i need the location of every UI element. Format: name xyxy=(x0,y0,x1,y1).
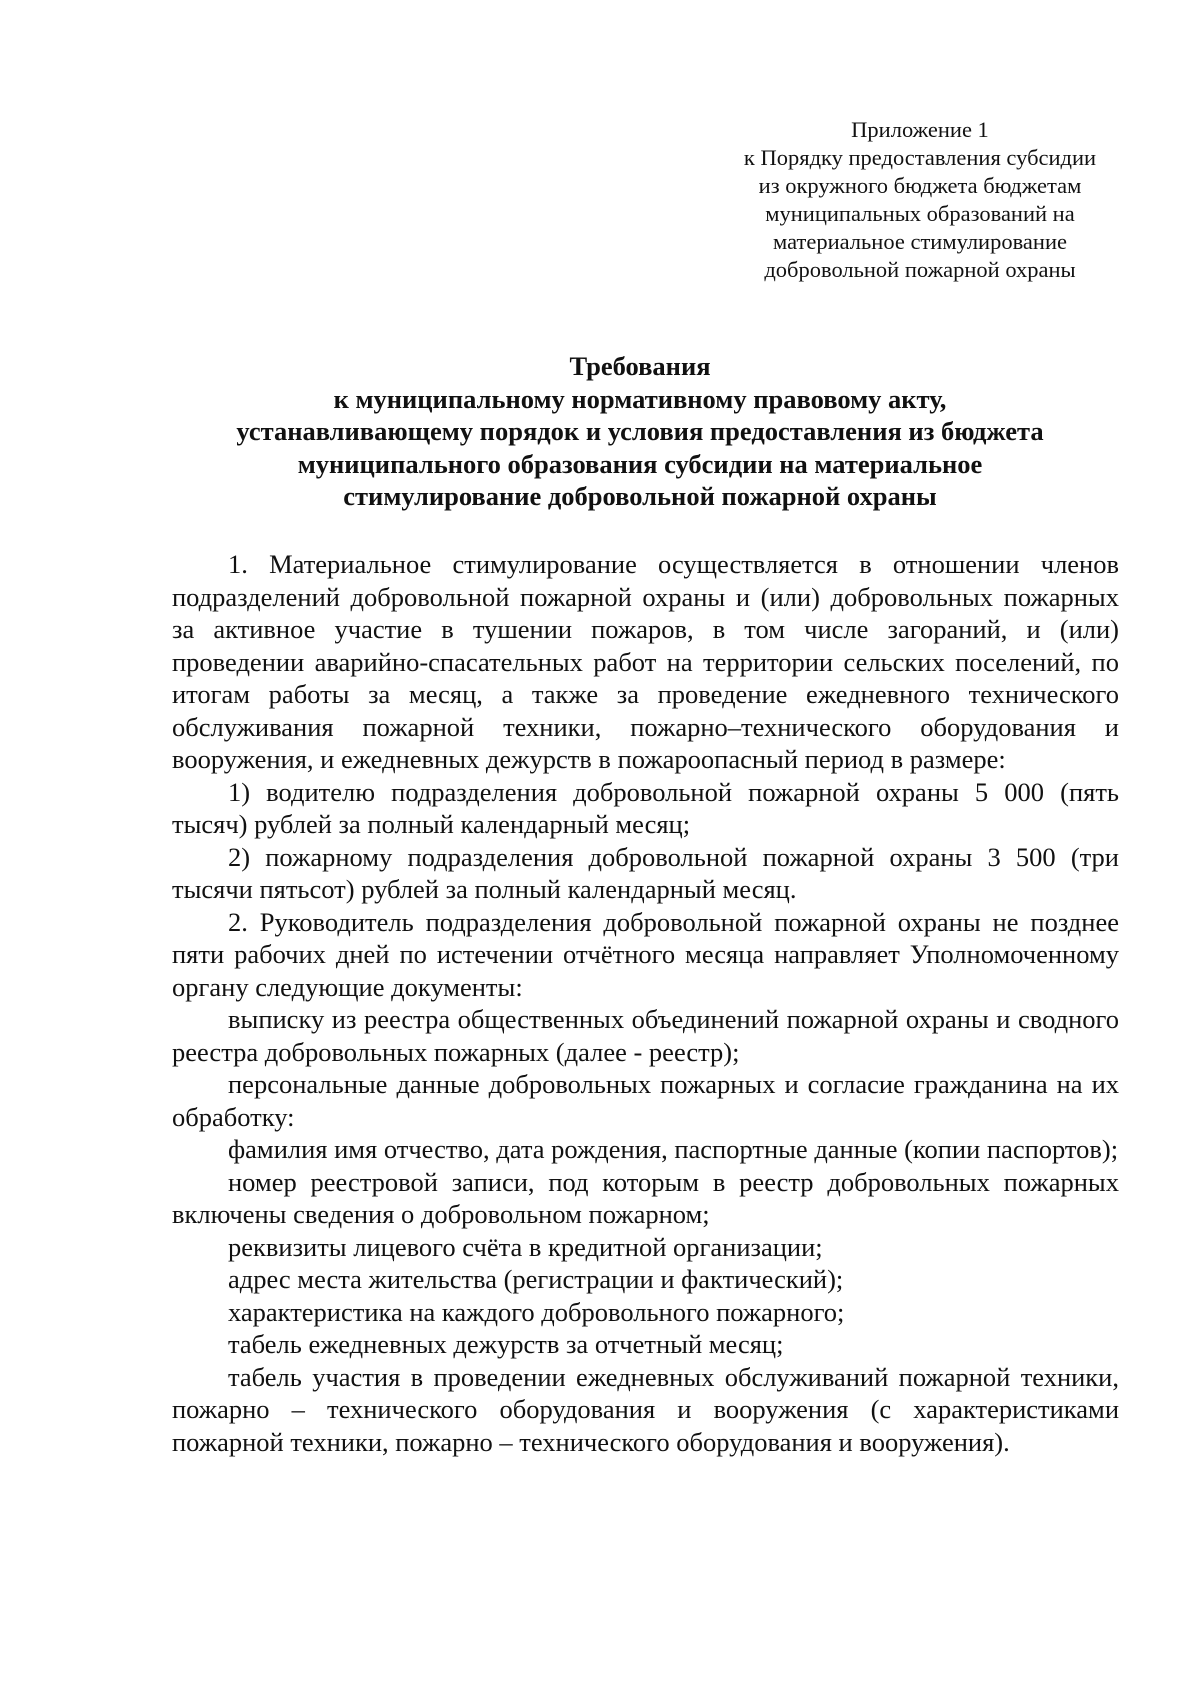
document-item-registry-number: номер реестровой записи, под которым в реестр добровольных пожарных включены сведения о добровольном пожарном; xyxy=(172,1166,1119,1229)
appendix-line: из окружного бюджета бюджетам xyxy=(758,173,1082,198)
document-item-maintenance-timesheet: табель участия в проведении ежедневных обслуживаний пожарной техники, пожарно – технического оборудования и вооружения (с характеристиками пожарной техники, пожарно – технического оборудования и вооружения). xyxy=(172,1361,1119,1457)
document-title xyxy=(160,350,1120,513)
document-item-full-name: фамилия имя отчество, дата рождения, паспортные данные (копии паспортов); xyxy=(228,1134,1119,1164)
document-item-registry-extract: выписку из реестра общественных объединений пожарной охраны и сводного реестра добровольных пожарных (далее - реестр); xyxy=(172,1004,1119,1067)
paragraph-1: 1. Материальное стимулирование осуществляется в отношении членов подразделений добровольной пожарной охраны и (или) добровольных пожарных за активное участие в тушении пожаров, в том числе загораний, и (или) проведении аварийно-спасательных работ на территории сельских поселений, по итогам работы за месяц, а также за проведение ежедневного технического обслуживания пожарной техники, пожарно–технического оборудования и вооружения, и ежедневных дежурств в пожароопасный период в размере: xyxy=(172,549,1119,774)
document-item-duty-timesheet: табель ежедневных дежурств за отчетный месяц; xyxy=(228,1329,784,1359)
document-item-address: адрес места жительства (регистрации и фактический); xyxy=(228,1264,844,1294)
title-line: муниципального образования субсидии на материальное xyxy=(297,448,983,479)
paragraph-1-item-2: 2) пожарному подразделения добровольной пожарной охраны 3 500 (три тысячи пятьсот) рублей за полный календарный месяц. xyxy=(172,841,1119,904)
appendix-line: Приложение 1 xyxy=(851,117,989,142)
appendix-line: к Порядку предоставления субсидии xyxy=(743,145,1097,170)
appendix-line: материальное стимулирование xyxy=(773,229,1067,254)
appendix-line: муниципальных образований на xyxy=(765,201,1075,226)
document-item-reference: характеристика на каждого добровольного пожарного; xyxy=(228,1296,845,1327)
appendix-line: добровольной пожарной охраны xyxy=(764,257,1076,282)
paragraph-1-item-1: 1) водителю подразделения добровольной пожарной охраны 5 000 (пять тысяч) рублей за полный календарный месяц; xyxy=(172,776,1119,839)
document-body xyxy=(172,548,1119,1458)
title-line: к муниципальному нормативному правовому акту, xyxy=(333,383,947,414)
title-line: устанавливающему порядок и условия предоставления из бюджета xyxy=(236,416,1044,446)
title-line: Требования xyxy=(569,351,711,381)
title-line: стимулирование добровольной пожарной охраны xyxy=(343,481,937,511)
appendix-header xyxy=(700,116,1140,284)
document-item-bank-account: реквизиты лицевого счёта в кредитной организации; xyxy=(228,1231,823,1262)
paragraph-2: 2. Руководитель подразделения добровольной пожарной охраны не позднее пяти рабочих дней по истечении отчётного месяца направляет Уполномоченному органу следующие документы: xyxy=(172,906,1119,1002)
document-item-personal-data: персональные данные добровольных пожарных и согласие гражданина на их обработку: xyxy=(172,1069,1119,1132)
